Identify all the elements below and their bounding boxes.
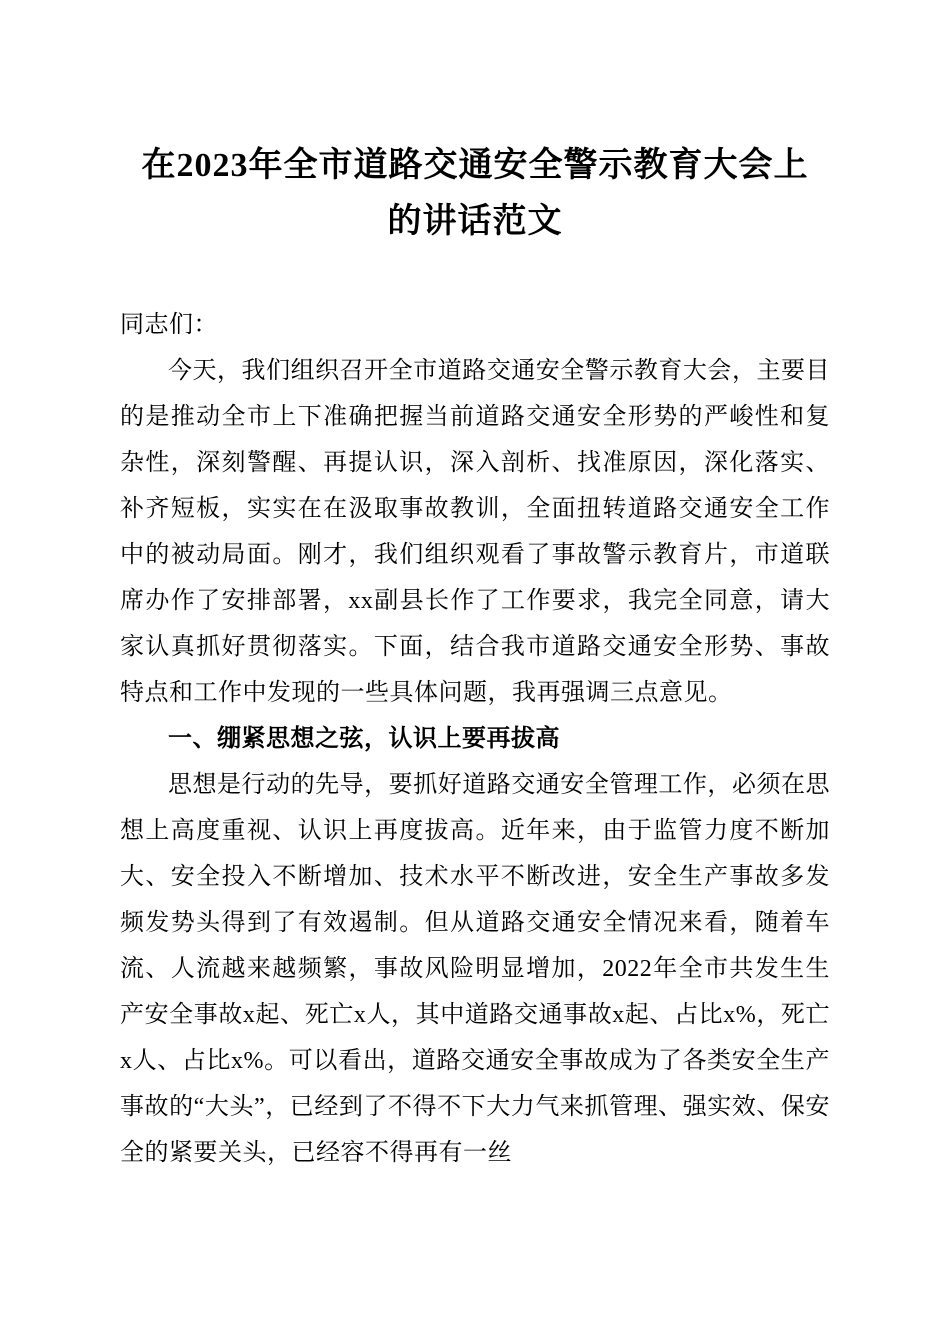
document-title — [120, 138, 830, 250]
document-title-line-2: 的讲话范文 — [387, 203, 563, 240]
salutation: 同志们： — [120, 312, 218, 338]
paragraph-intro: 今天，我们组织召开全市道路交通安全警示教育大会，主要目的是推动全市上下准确把握当前道路交通安全形势的严峻性和复杂性，深刻警醒、再提认识，深入剖析、找准原因，深化落实、补齐短板，实实在在汲取事故教训，全面扭转道路交通安全工作中的被动局面。刚才，我们组织观看了事故警示教育片，市道联席办作了安排部署，xx副县长作了工作要求，我完全同意，请大家认真抓好贯彻落实。下面，结合我市道路交通安全形势、事故特点和工作中发现的一些具体问题，我再强调三点意见。 — [120, 358, 830, 706]
document-title-line-1: 在2023年全市道路交通安全警示教育大会上 — [141, 147, 809, 184]
section-heading-1: 一、绷紧思想之弦，认识上要再拔高 — [168, 725, 560, 752]
paragraph-section-1: 思想是行动的先导，要抓好道路交通安全管理工作，必须在思想上高度重视、认识上再度拔高。近年来，由于监管力度不断加大、安全投入不断增加、技术水平不断改进，安全生产事故多发频发势头得到了有效遏制。但从道路交通安全情况来看，随着车流、人流越来越频繁，事故风险明显增加，2022年全市共发生生产安全事故x起、死亡x人，其中道路交通事故x起、占比x%，死亡x人、占比x%。可以看出，道路交通安全事故成为了各类安全生产事故的“大头”，已经到了不得不下大力气来抓管理、强实效、保安全的紧要关头，已经容不得再有一丝 — [120, 772, 830, 1166]
